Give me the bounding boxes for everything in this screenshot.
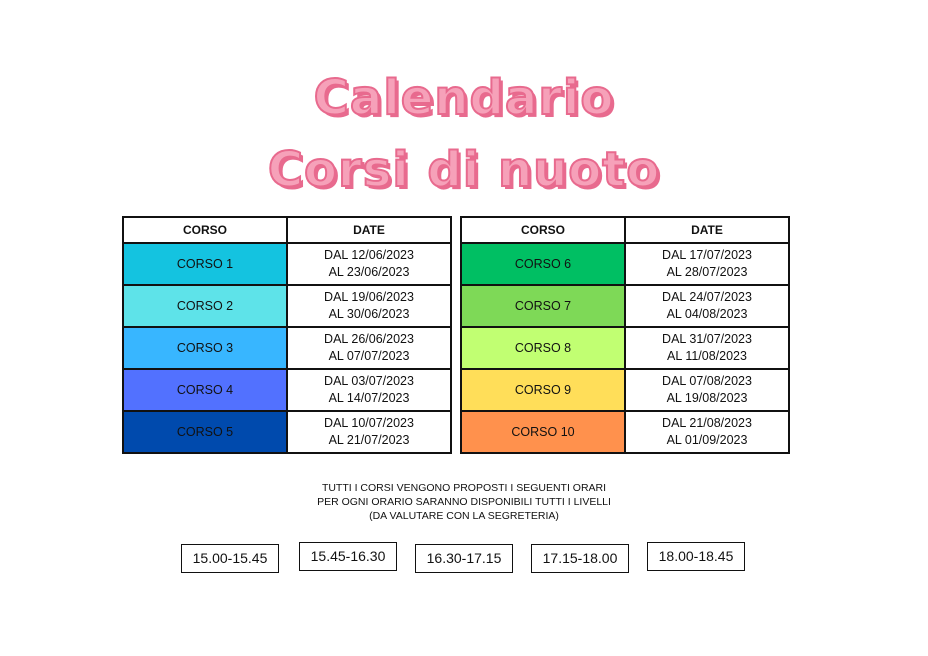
table-row — [461, 369, 789, 411]
table-row — [123, 327, 451, 369]
date-to: AL 28/07/2023 — [666, 265, 748, 279]
schedule-note — [0, 481, 928, 523]
course-name-cell: CORSO 3 — [123, 327, 287, 369]
date-from: DAL 07/08/2023 — [662, 374, 752, 388]
course-name-cell: CORSO 2 — [123, 285, 287, 327]
course-name-cell: CORSO 10 — [461, 411, 625, 453]
date-from: DAL 21/08/2023 — [662, 416, 752, 430]
date-from: DAL 17/07/2023 — [662, 248, 752, 262]
course-name-cell: CORSO 8 — [461, 327, 625, 369]
title-line-2: Corsi di nuoto — [267, 142, 661, 198]
date-to: AL 14/07/2023 — [328, 391, 410, 405]
course-name-cell: CORSO 1 — [123, 243, 287, 285]
date-cell — [287, 411, 451, 453]
date-to: AL 21/07/2023 — [328, 433, 410, 447]
time-slot-3: 16.30-17.15 — [415, 544, 513, 573]
date-cell — [287, 369, 451, 411]
time-slot-1: 15.00-15.45 — [181, 544, 279, 573]
table-row — [123, 411, 451, 453]
date-cell — [287, 285, 451, 327]
date-to: AL 30/06/2023 — [328, 307, 410, 321]
header-dates: DATE — [287, 217, 451, 243]
date-to: AL 07/07/2023 — [328, 349, 410, 363]
date-cell — [287, 243, 451, 285]
date-from: DAL 03/07/2023 — [324, 374, 414, 388]
course-name-cell: CORSO 5 — [123, 411, 287, 453]
header-course: CORSO — [123, 217, 287, 243]
date-to: AL 04/08/2023 — [666, 307, 748, 321]
table-row — [461, 327, 789, 369]
date-from: DAL 26/06/2023 — [324, 332, 414, 346]
table-row — [123, 243, 451, 285]
date-cell — [625, 411, 789, 453]
note-line: (DA VALUTARE CON LA SEGRETERIA) — [369, 510, 559, 522]
header-course: CORSO — [461, 217, 625, 243]
date-cell — [625, 243, 789, 285]
date-from: DAL 12/06/2023 — [324, 248, 414, 262]
table-row — [461, 411, 789, 453]
date-cell — [287, 327, 451, 369]
date-from: DAL 31/07/2023 — [662, 332, 752, 346]
table-row — [461, 285, 789, 327]
note-line: TUTTI I CORSI VENGONO PROPOSTI I SEGUENTI ORARI — [321, 482, 607, 494]
date-cell — [625, 285, 789, 327]
course-name-cell: CORSO 4 — [123, 369, 287, 411]
title-line-1: Calendario — [313, 70, 615, 126]
table-row — [123, 369, 451, 411]
course-name-cell: CORSO 7 — [461, 285, 625, 327]
date-to: AL 01/09/2023 — [666, 433, 748, 447]
course-name-cell: CORSO 9 — [461, 369, 625, 411]
table-row — [461, 243, 789, 285]
time-slot-4: 17.15-18.00 — [531, 544, 629, 573]
date-from: DAL 24/07/2023 — [662, 290, 752, 304]
date-to: AL 11/08/2023 — [667, 349, 747, 363]
date-to: AL 19/08/2023 — [666, 391, 748, 405]
course-name-cell: CORSO 6 — [461, 243, 625, 285]
schedule-table-right — [460, 216, 790, 454]
note-line: PER OGNI ORARIO SARANNO DISPONIBILI TUTTI I LIVELLI — [317, 496, 611, 508]
time-slot-2: 15.45-16.30 — [299, 542, 397, 571]
time-slot-5: 18.00-18.45 — [647, 542, 745, 571]
date-from: DAL 19/06/2023 — [324, 290, 414, 304]
date-cell — [625, 327, 789, 369]
table-row — [123, 285, 451, 327]
date-cell — [625, 369, 789, 411]
header-dates: DATE — [625, 217, 789, 243]
date-to: AL 23/06/2023 — [328, 265, 410, 279]
date-from: DAL 10/07/2023 — [324, 416, 414, 430]
schedule-table-left — [122, 216, 452, 454]
